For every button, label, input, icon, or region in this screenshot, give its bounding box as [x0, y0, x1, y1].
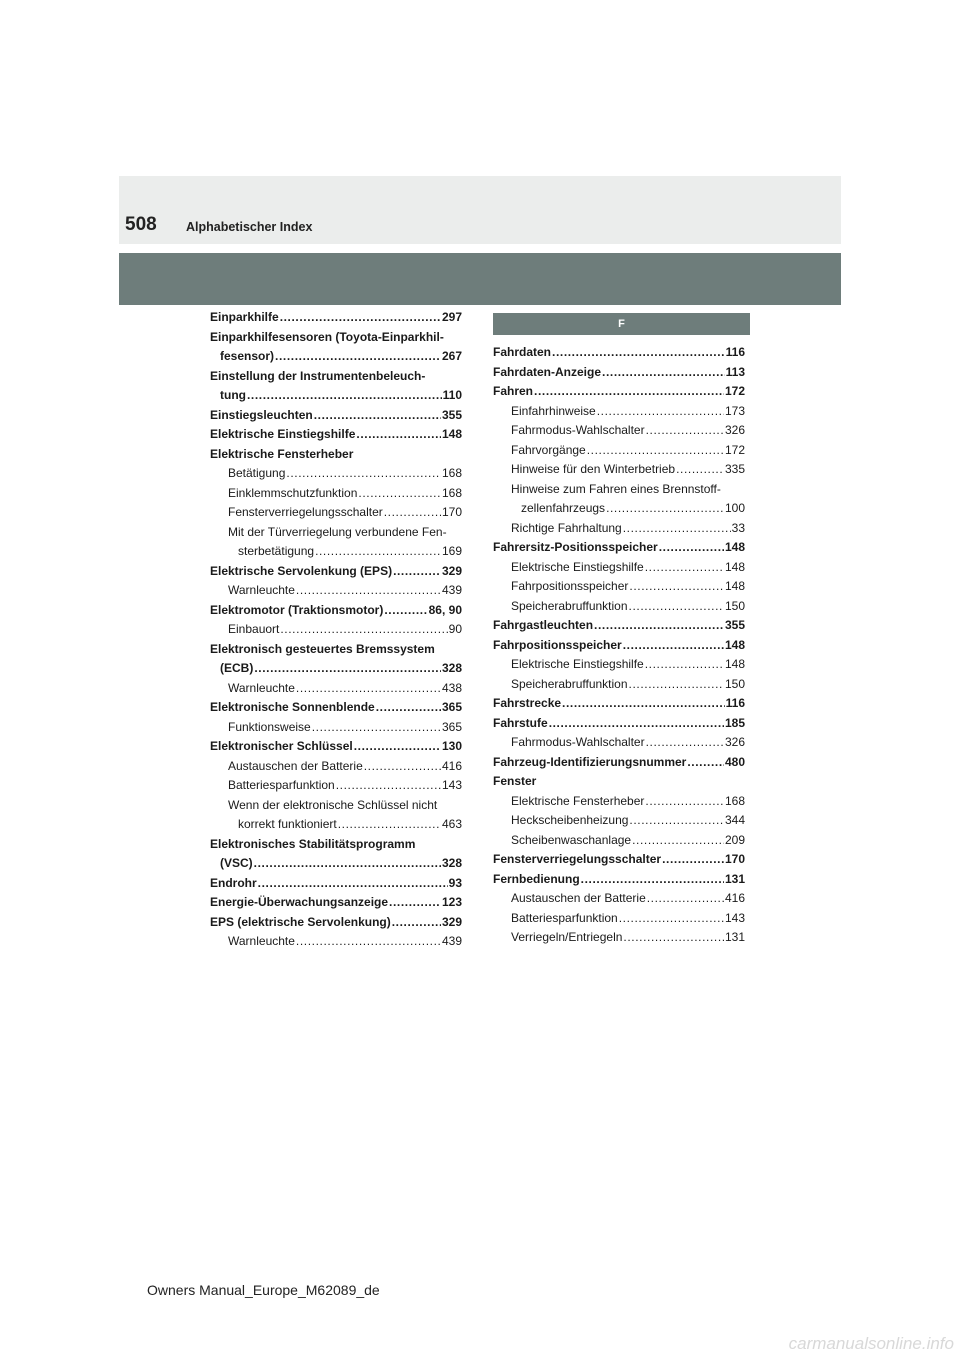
index-entry: [493, 636, 745, 656]
index-entry-page: 365: [441, 700, 462, 714]
index-entry-label: Fahrersitz-Positionsspeicher: [493, 540, 658, 554]
index-entry-label: Richtige Fahrhaltung: [511, 520, 622, 535]
leader-dots: [254, 854, 441, 874]
index-entry: [210, 581, 462, 601]
index-entry-page: 113: [725, 364, 745, 379]
leader-dots: [286, 464, 441, 484]
index-entry-page: 148: [441, 427, 462, 441]
index-entry-label: Batteriesparfunktion: [228, 778, 335, 792]
index-entry-label: Fensterverriegelungsschalter: [493, 852, 662, 866]
footer-document-id: Owners Manual_Europe_M62089_de: [147, 1282, 380, 1298]
index-entry-page: 150: [724, 598, 745, 613]
leader-dots: [364, 757, 441, 777]
index-entry: [210, 484, 462, 504]
index-entry-label: Elektronischer Schlüssel: [210, 739, 353, 753]
leader-dots: [356, 425, 441, 445]
leader-dots: [296, 581, 441, 601]
index-entry: [493, 343, 745, 363]
index-entry-page: 169: [441, 544, 462, 558]
index-entry: [210, 464, 462, 484]
index-entry-page: 100: [724, 501, 745, 515]
index-entry-label: Einstiegsleuchten: [210, 407, 313, 422]
index-entry-label: Fahrgastleuchten: [493, 618, 594, 632]
leader-dots: [597, 402, 724, 422]
index-entry-page: 344: [724, 813, 745, 827]
index-entry-page: 267: [441, 349, 462, 363]
index-entry-page: 131: [724, 871, 745, 886]
letter-heading-f: [493, 313, 750, 335]
index-entry: [493, 792, 745, 812]
leader-dots: [629, 597, 724, 617]
index-entry: [210, 737, 462, 757]
index-entry-page: 355: [441, 407, 462, 422]
leader-dots: [549, 714, 724, 734]
index-entry-page: 329: [441, 563, 462, 578]
index-entry-label: zellenfahrzeugs: [521, 501, 606, 515]
leader-dots: [552, 343, 725, 363]
index-entry: [493, 772, 745, 792]
leader-dots: [602, 363, 725, 383]
index-entry-label: Fahrstufe: [493, 715, 548, 730]
leader-dots: [336, 776, 441, 796]
index-entry-page: 172: [724, 384, 745, 398]
leader-dots: [687, 753, 724, 773]
index-entry: [210, 347, 462, 367]
index-entry-label: Fahrmodus-Wahlschalter: [511, 423, 645, 437]
leader-dots: [315, 542, 441, 562]
index-entry-label: Betätigung: [228, 466, 286, 480]
leader-dots: [647, 889, 724, 909]
index-entry-page: 173: [724, 403, 745, 418]
leader-dots: [645, 792, 724, 812]
index-entry: [493, 441, 745, 461]
index-entry: [210, 932, 462, 952]
leader-dots: [254, 659, 441, 679]
index-entry-page: 185: [724, 715, 745, 730]
index-entry-label: Elektronisches Stabilitätsprogramm: [210, 836, 416, 851]
index-entry-label: EPS (elektrische Servolenkung): [210, 914, 391, 929]
index-entry: [210, 425, 462, 445]
index-entry: [210, 776, 462, 796]
leader-dots: [645, 655, 724, 675]
leader-dots: [275, 347, 441, 367]
index-entry-page: 416: [441, 758, 462, 773]
index-entry-label: Austauschen der Batterie: [228, 758, 363, 773]
index-entry-label: Scheibenwaschanlage: [511, 832, 632, 847]
index-entry-label: Einklemmschutzfunktion: [228, 485, 358, 500]
leader-dots: [392, 913, 441, 933]
index-entry: [493, 577, 745, 597]
leader-dots: [384, 601, 427, 621]
leader-dots: [629, 577, 724, 597]
index-entry-label: Warnleuchte: [228, 680, 295, 695]
index-entry-label: Endrohr: [210, 875, 257, 890]
index-entry: [210, 893, 462, 913]
index-entry-page: 365: [441, 719, 462, 734]
leader-dots: [312, 718, 441, 738]
index-entry-page: 150: [724, 676, 745, 691]
leader-dots: [619, 909, 724, 929]
leader-dots: [632, 831, 724, 851]
index-entry: [493, 753, 745, 773]
index-entry: [210, 796, 462, 816]
index-entry: [210, 386, 462, 406]
index-entry: [210, 698, 462, 718]
index-entry: [493, 655, 745, 675]
page-number: 508: [125, 214, 157, 235]
index-entry-page: 33: [731, 520, 745, 535]
index-entry: [493, 675, 745, 695]
index-entry-label: Fahrpositionsspeicher: [493, 637, 622, 652]
leader-dots: [384, 503, 441, 523]
index-entry: [210, 367, 462, 387]
index-entry: [210, 445, 462, 465]
index-entry-page: 116: [725, 345, 745, 359]
index-entry-label: Einfahrhinweise: [511, 403, 596, 418]
index-entry-page: 326: [724, 423, 745, 437]
index-entry-page: 130: [441, 739, 462, 753]
index-entry: [493, 421, 745, 441]
index-entry-page: 329: [441, 914, 462, 929]
index-entry-page: 168: [724, 793, 745, 808]
index-entry-page: 93: [448, 875, 462, 890]
index-entry-label: Einparkhilfesensoren (Toyota-Einparkhil-: [210, 329, 444, 344]
index-entry-page: 131: [724, 930, 745, 944]
index-entry-label: Funktionsweise: [228, 719, 311, 734]
leader-dots: [629, 811, 724, 831]
index-entry-label: Elektronische Sonnenblende: [210, 700, 375, 714]
index-entry-page: 123: [441, 895, 462, 909]
index-column-left: [210, 308, 462, 952]
index-entry-label: Fahrpositionsspeicher: [511, 579, 629, 593]
index-column-right: [493, 343, 745, 948]
index-entry: [493, 519, 745, 539]
index-entry: [210, 620, 462, 640]
index-entry: [210, 835, 462, 855]
index-entry: [493, 909, 745, 929]
index-entry-page: 110: [442, 388, 462, 402]
leader-dots: [280, 308, 441, 328]
leader-dots: [280, 620, 447, 640]
leader-dots: [562, 694, 725, 714]
index-entry-page: 170: [441, 505, 462, 519]
header-dark-band: [119, 253, 841, 305]
leader-dots: [354, 737, 441, 757]
index-entry-label: sterbetätigung: [238, 544, 315, 558]
index-entry-label: Fahrdaten: [493, 345, 552, 359]
leader-dots: [296, 932, 441, 952]
leader-dots: [676, 460, 724, 480]
leader-dots: [623, 519, 731, 539]
index-entry-label: Elektromotor (Traktionsmotor): [210, 602, 384, 617]
leader-dots: [662, 850, 724, 870]
leader-dots: [581, 870, 724, 890]
index-entry: [210, 679, 462, 699]
index-entry-page: 355: [724, 618, 745, 632]
index-entry: [210, 640, 462, 660]
index-entry-page: 328: [441, 856, 462, 870]
index-entry-label: Speicherabruffunktion: [511, 676, 628, 691]
index-entry-label: Elektrische Servolenkung (EPS): [210, 563, 393, 578]
index-entry: [493, 831, 745, 851]
index-entry-page: 168: [441, 466, 462, 480]
index-entry-label: Elektrische Fensterheber: [511, 793, 645, 808]
index-entry-page: 143: [441, 778, 462, 792]
section-title: Alphabetischer Index: [186, 220, 313, 234]
index-entry-label: Fahrstrecke: [493, 696, 562, 710]
index-entry-page: 328: [441, 661, 462, 675]
index-entry-label: (VSC): [220, 856, 253, 870]
index-entry-label: Heckscheibenheizung: [511, 813, 629, 827]
index-entry: [210, 854, 462, 874]
index-entry: [493, 889, 745, 909]
index-entry: [493, 382, 745, 402]
index-entry-label: Elektrische Fensterheber: [210, 446, 354, 461]
index-entry: [493, 733, 745, 753]
leader-dots: [646, 421, 724, 441]
index-entry: [210, 718, 462, 738]
index-entry-label: Elektrische Einstiegshilfe: [210, 427, 356, 441]
leader-dots: [393, 562, 441, 582]
index-entry-label: korrekt funktioniert: [238, 817, 337, 831]
index-entry-label: Einbauort: [228, 622, 280, 636]
index-entry: [493, 616, 745, 636]
leader-dots: [629, 675, 724, 695]
index-entry-page: 335: [724, 462, 745, 476]
leader-dots: [376, 698, 441, 718]
index-entry: [210, 542, 462, 562]
index-entry-label: Hinweise zum Fahren eines Brennstoff-: [511, 481, 721, 496]
letter-heading-label: F: [618, 318, 625, 330]
leader-dots: [623, 928, 724, 948]
index-entry-label: Austauschen der Batterie: [511, 891, 646, 905]
index-entry-label: tung: [220, 388, 246, 402]
index-entry: [493, 928, 745, 948]
index-entry-label: Wenn der elektronische Schlüssel nicht: [228, 797, 438, 812]
index-entry: [493, 460, 745, 480]
index-entry-label: Energie-Überwachungsanzeige: [210, 895, 389, 909]
index-entry-page: 439: [441, 583, 462, 597]
index-entry-label: Fahrzeug-Identifizierungsnummer: [493, 754, 687, 769]
index-entry-label: Hinweise für den Winterbetrieb: [511, 462, 676, 476]
index-entry: [493, 499, 745, 519]
index-entry-page: 168: [441, 485, 462, 500]
index-entry: [210, 815, 462, 835]
index-entry: [210, 659, 462, 679]
index-entry-page: 439: [441, 934, 462, 948]
index-entry-label: (ECB): [220, 661, 254, 675]
leader-dots: [258, 874, 448, 894]
index-entry: [210, 874, 462, 894]
index-entry-label: Speicherabruffunktion: [511, 598, 628, 613]
index-entry-label: Fahren: [493, 384, 534, 398]
index-entry-page: 148: [724, 559, 745, 574]
index-entry-page: 148: [724, 637, 745, 652]
index-entry-label: Fensterverriegelungsschalter: [228, 505, 383, 519]
index-entry: [493, 538, 745, 558]
index-entry: [493, 850, 745, 870]
index-entry-label: Elektronisch gesteuertes Bremssystem: [210, 641, 435, 656]
index-entry: [493, 714, 745, 734]
index-entry-label: Mit der Türverriegelung verbundene Fen-: [228, 524, 447, 539]
index-entry-page: 480: [724, 754, 745, 769]
leader-dots: [646, 733, 724, 753]
index-entry-label: fesensor): [220, 349, 275, 363]
index-entry-page: 86, 90: [428, 602, 462, 617]
index-entry-page: 170: [724, 852, 745, 866]
leader-dots: [296, 679, 441, 699]
index-entry-label: Elektrische Einstiegshilfe: [511, 559, 644, 574]
index-entry-label: Fenster: [493, 774, 537, 788]
index-entry-label: Fahrvorgänge: [511, 442, 586, 457]
index-entry: [493, 597, 745, 617]
index-entry: [210, 601, 462, 621]
index-entry-page: 148: [724, 540, 745, 554]
index-entry-label: Einparkhilfe: [210, 310, 279, 324]
leader-dots: [587, 441, 724, 461]
index-entry: [210, 328, 462, 348]
index-entry-label: Batteriesparfunktion: [511, 910, 618, 925]
index-entry-page: 463: [441, 817, 462, 831]
watermark: carmanualsonline.info: [788, 1334, 954, 1353]
index-entry-page: 143: [724, 910, 745, 925]
index-entry: [210, 562, 462, 582]
leader-dots: [645, 558, 724, 578]
index-entry: [210, 308, 462, 328]
index-entry: [210, 913, 462, 933]
index-entry: [493, 363, 745, 383]
index-entry-page: 209: [724, 832, 745, 847]
index-entry-label: Warnleuchte: [228, 934, 295, 948]
index-entry-page: 116: [725, 696, 745, 710]
index-entry-label: Fahrmodus-Wahlschalter: [511, 735, 645, 749]
index-entry-label: Einstellung der Instrumentenbeleuch-: [210, 368, 426, 383]
index-entry-page: 297: [441, 310, 462, 324]
index-entry: [493, 811, 745, 831]
index-entry-label: Warnleuchte: [228, 583, 295, 597]
leader-dots: [338, 815, 441, 835]
index-entry-page: 438: [441, 680, 462, 695]
index-entry: [210, 406, 462, 426]
index-entry-page: 148: [724, 657, 745, 671]
leader-dots: [594, 616, 724, 636]
index-entry: [493, 558, 745, 578]
index-entry-page: 172: [724, 442, 745, 457]
leader-dots: [606, 499, 724, 519]
index-entry: [210, 503, 462, 523]
index-entry-page: 416: [724, 891, 745, 905]
leader-dots: [389, 893, 441, 913]
index-entry-page: 326: [724, 735, 745, 749]
leader-dots: [358, 484, 441, 504]
index-entry-page: 148: [724, 579, 745, 593]
index-entry: [493, 870, 745, 890]
index-entry-page: 90: [448, 622, 462, 636]
leader-dots: [534, 382, 724, 402]
leader-dots: [247, 386, 442, 406]
index-entry-label: Fahrdaten-Anzeige: [493, 364, 602, 379]
leader-dots: [659, 538, 724, 558]
index-entry: [493, 480, 745, 500]
leader-dots: [314, 406, 441, 426]
index-entry-label: Elektrische Einstiegshilfe: [511, 657, 644, 671]
index-entry: [210, 757, 462, 777]
index-entry: [210, 523, 462, 543]
index-entry: [493, 694, 745, 714]
index-entry-label: Fernbedienung: [493, 871, 580, 886]
index-entry: [493, 402, 745, 422]
leader-dots: [623, 636, 724, 656]
index-entry-label: Verriegeln/Entriegeln: [511, 930, 623, 944]
